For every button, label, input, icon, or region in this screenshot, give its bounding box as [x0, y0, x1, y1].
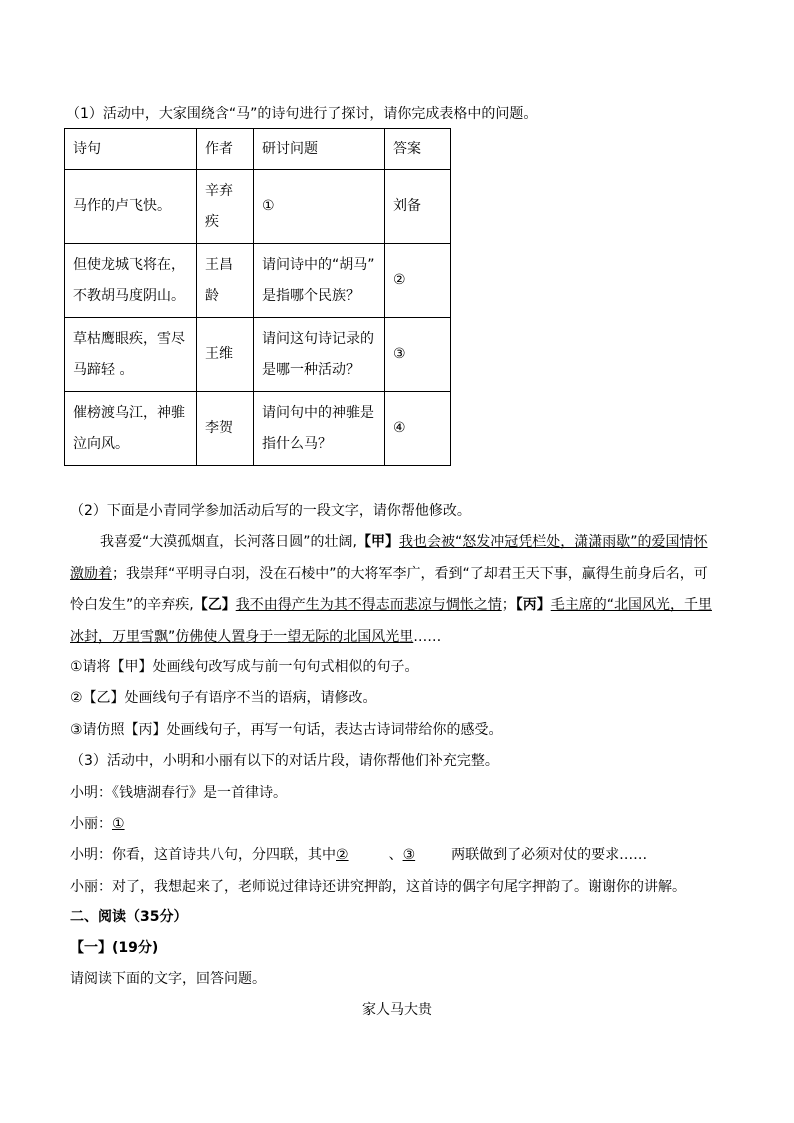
question-cell: ①	[254, 170, 385, 244]
verse-cell: 但使龙城飞将在， 不教胡马度阴山。	[65, 244, 197, 318]
sub-question-3: ③请仿照【丙】处画线句子，再写一句话，表达古诗词带给你的感受。	[70, 722, 503, 738]
poem-table	[64, 128, 451, 466]
verse-cell: 草枯鹰眼疾，雪尽 马蹄轻 。	[65, 318, 197, 392]
question-1-prompt: （1）活动中，大家围绕含“马”的诗句进行了探讨，请你完成表格中的问题。	[66, 106, 538, 122]
table-row	[65, 318, 451, 392]
header-author: 作者	[197, 129, 254, 170]
dialogue-line-1: 小明：《钱塘湖春行》是一首律诗。	[70, 785, 287, 801]
reading-instruction: 请阅读下面的文字，回答问题。	[70, 971, 266, 987]
answer-cell: ②	[385, 244, 451, 318]
header-question: 研讨问题	[254, 129, 385, 170]
underlined-sentence-bing: 毛主席的“北国风光，千里冰封，万里雪飘”仿佛使人置身于一望无际的北国风光里	[70, 597, 712, 645]
table-row	[65, 170, 451, 244]
table-row	[65, 392, 451, 466]
answer-blank-2[interactable]: ②	[336, 847, 349, 863]
answer-blank-1[interactable]: ①	[112, 816, 125, 832]
header-verse: 诗句	[65, 129, 197, 170]
sub-question-2: ②【乙】处画线句子有语序不当的语病，请修改。	[70, 690, 377, 706]
dialogue-line-3: 小明：你看，这首诗共八句，分四联，其中② 、③ 两联做到了必须对仗的要求……	[70, 847, 648, 863]
verse-cell: 马作的卢飞快。	[65, 170, 197, 244]
header-answer: 答案	[385, 129, 451, 170]
answer-blank-3[interactable]: ③	[402, 847, 416, 863]
answer-cell: ④	[385, 392, 451, 466]
question-cell: 请问诗中的“胡马” 是指哪个民族？	[254, 244, 385, 318]
author-cell: 王维	[197, 318, 254, 392]
sub-question-1: ①请将【甲】处画线句改写成与前一句句式相似的句子。	[70, 659, 419, 675]
verse-cell: 催榜渡乌江，神骓 泣向风。	[65, 392, 197, 466]
answer-cell: 刘备	[385, 170, 451, 244]
dialogue-line-4: 小丽：对了，我想起来了，老师说过律诗还讲究押韵，这首诗的偶字句尾字押韵了。谢谢你的讲解。	[70, 879, 686, 895]
dialogue-line-2: 小丽：①	[70, 814, 165, 834]
question-3-prompt: （3）活动中，小明和小丽有以下的对话片段，请你帮他们补充完整。	[70, 753, 499, 769]
underlined-sentence-yi: 我不由得产生为其不得志而悲凉与惆怅之情	[235, 597, 502, 613]
author-cell: 李贺	[197, 392, 254, 466]
author-cell: 王昌 龄	[197, 244, 254, 318]
question-cell: 请问句中的神骓是 指什么马？	[254, 392, 385, 466]
table-row	[65, 244, 451, 318]
section-2-heading: 二、阅读（35分）	[70, 909, 188, 925]
section-2-part-1-heading: 【一】(19分)	[70, 940, 159, 956]
author-cell: 辛弃 疾	[197, 170, 254, 244]
answer-cell: ③	[385, 318, 451, 392]
question-cell: 请问这句诗记录的 是哪一种活动？	[254, 318, 385, 392]
article-title: 家人马大贵	[362, 1002, 432, 1018]
underlined-sentence-jia: 我也会被“怒发冲冠凭栏处，潇潇雨歇”的爱国情怀激励着	[70, 534, 708, 582]
student-paragraph: 我喜爱“大漠孤烟直，长河落日圆”的壮阔,【甲】我也会被“怒发冲冠凭栏处，潇潇雨歇”的爱国情怀激励着；我崇拜“平明寻白羽，没在石棱中”的大将军李广，看到“了却君王天下事，赢得生前身后名，可怜白发生”的辛弃疾,【乙】我不由得产生为其不得志而悲凉与惆怅之情；【丙】毛主席的“北国风光，千里冰封，万里雪飘”仿佛使人置身于一望无际的北国风光里……	[70, 534, 712, 645]
question-2-prompt: （2）下面是小青同学参加活动后写的一段文字，请你帮他修改。	[70, 503, 471, 519]
table-header-row	[65, 129, 451, 170]
